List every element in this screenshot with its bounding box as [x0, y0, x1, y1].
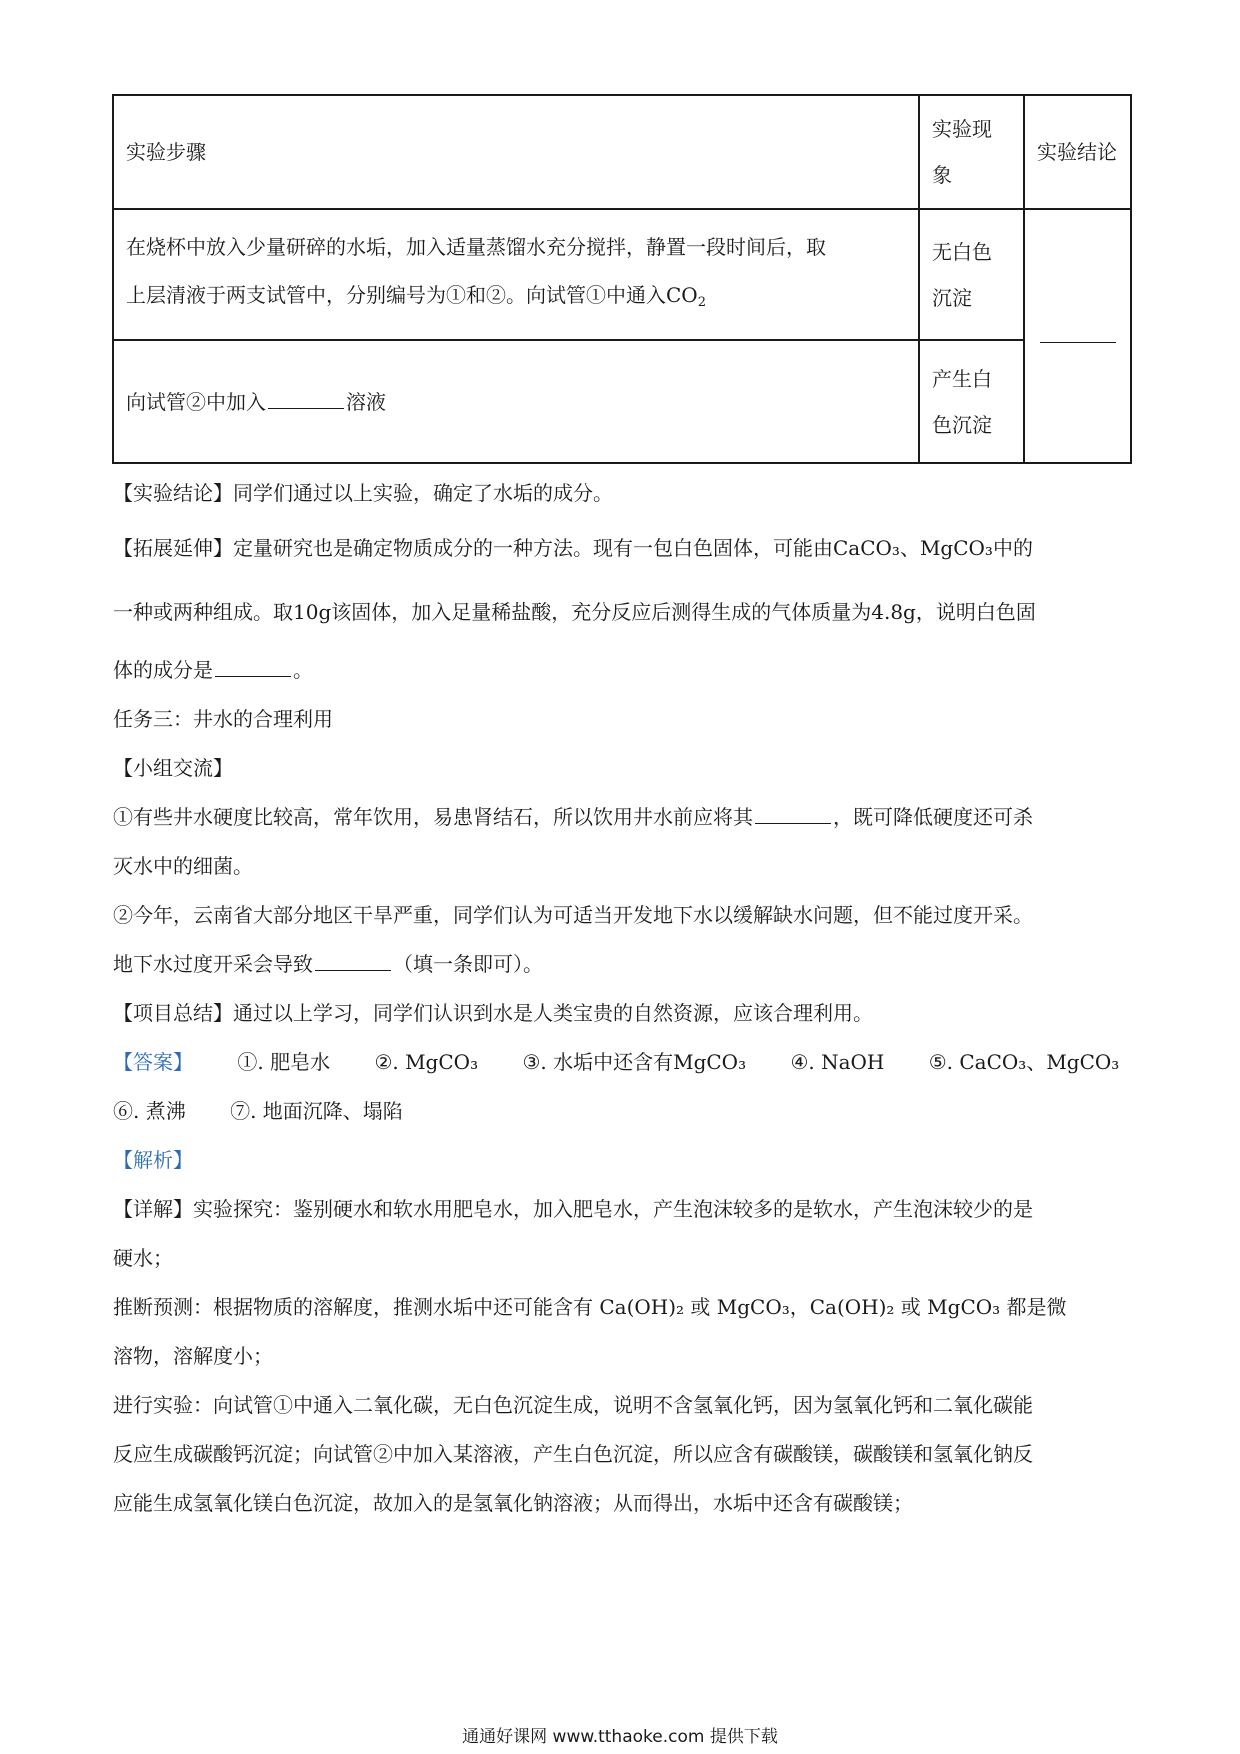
answer-item: ⑤. CaCO₃、MgCO₃ — [928, 1050, 1120, 1074]
row2-step-post: 溶液 — [346, 389, 386, 414]
item2-line2 — [113, 949, 1123, 979]
header-conclusion: 实验结论 — [1024, 95, 1131, 209]
extension-line3 — [113, 655, 1123, 685]
item1-line2: 灭水中的细菌。 — [113, 854, 253, 878]
summary-paragraph: 【项目总结】通过以上学习，同学们认识到水是人类宝贵的自然资源，应该合理利用。 — [113, 1001, 873, 1025]
row2-blank — [268, 388, 344, 409]
experiment-table — [112, 94, 1132, 464]
header-steps: 实验步骤 — [113, 95, 919, 209]
answer-item: ⑥. 煮沸 — [113, 1099, 186, 1123]
row2-phenomenon: 产生白色沉淀 — [919, 340, 1024, 463]
extension-blank — [215, 656, 291, 677]
extension-line1: 【拓展延伸】定量研究也是确定物质成分的一种方法。现有一包白色固体，可能由CaCO₃、MgCO₃中的 — [113, 536, 1033, 560]
item2-post: （填一条即可）。 — [393, 952, 543, 976]
row1-step — [113, 209, 919, 340]
row1-phenomenon: 无白色沉淀 — [919, 209, 1024, 340]
extension-line3-post: 。 — [293, 658, 313, 682]
answer-item: ④. NaOH — [790, 1050, 885, 1074]
conclusion-cell — [1024, 209, 1131, 463]
page-footer[interactable]: 通通好课网 www.tthaoke.com 提供下载 — [462, 1727, 778, 1747]
experiment-line1: 进行实验：向试管①中通入二氧化碳，无白色沉淀生成，说明不含氢氧化钙，因为氢氧化钙和二氧化碳能 — [113, 1393, 1033, 1417]
conclusion-paragraph: 【实验结论】同学们通过以上实验，确定了水垢的成分。 — [113, 481, 613, 505]
answer-item: ②. MgCO₃ — [374, 1050, 479, 1074]
answer-line1 — [113, 1047, 1123, 1077]
answer-item: ③. 水垢中还含有MgCO₃ — [522, 1050, 747, 1074]
group-heading: 【小组交流】 — [113, 756, 233, 780]
experiment-line3: 应能生成氢氧化镁白色沉淀，故加入的是氢氧化钠溶液；从而得出，水垢中还含有碳酸镁； — [113, 1491, 913, 1515]
item1-post: ，既可降低硬度还可杀 — [833, 805, 1033, 829]
predict-line1: 推断预测：根据物质的溶解度，推测水垢中还可能含有 Ca(OH)₂ 或 MgCO₃，Ca(OH)₂ 或 MgCO₃ 都是微 — [113, 1295, 1067, 1319]
item1-pre: ①有些井水硬度比较高，常年饮用，易患肾结石，所以饮用井水前应将其 — [113, 805, 753, 829]
item1-blank — [755, 803, 831, 824]
predict-line2: 溶物，溶解度小； — [113, 1344, 273, 1368]
conclusion-blank — [1040, 322, 1116, 343]
header-phenomenon: 实验现象 — [919, 95, 1024, 209]
row2-step-pre: 向试管②中加入 — [126, 389, 266, 414]
answer-label: 【答案】 — [113, 1050, 193, 1074]
analysis-label: 【解析】 — [113, 1148, 193, 1172]
answer-line2 — [113, 1096, 1123, 1126]
row1-step-line2: 上层清液于两支试管中，分别编号为①和②。向试管①中通入CO — [126, 282, 698, 307]
detail-line2: 硬水； — [113, 1246, 173, 1270]
item2-blank — [315, 950, 391, 971]
answer-item: ①. 肥皂水 — [237, 1050, 331, 1074]
experiment-line2: 反应生成碳酸钙沉淀；向试管②中加入某溶液，产生白色沉淀，所以应含有碳酸镁，碳酸镁和氢氧化钠反 — [113, 1442, 1033, 1466]
task3-heading: 任务三：井水的合理利用 — [113, 707, 333, 731]
row2-step — [113, 340, 919, 463]
answer-item: ⑦. 地面沉降、塌陷 — [230, 1099, 403, 1123]
row1-step-subscript: 2 — [697, 294, 706, 310]
extension-line3-pre: 体的成分是 — [113, 658, 213, 682]
row1-step-line1: 在烧杯中放入少量研碎的水垢，加入适量蒸馏水充分搅拌，静置一段时间后，取 — [126, 234, 826, 259]
item2-line1: ②今年，云南省大部分地区干旱严重，同学们认为可适当开发地下水以缓解缺水问题，但不能过度开采。 — [113, 903, 1033, 927]
item1-line1 — [113, 802, 1123, 832]
detail-line1: 【详解】实验探究：鉴别硬水和软水用肥皂水，加入肥皂水，产生泡沫较多的是软水，产生泡沫较少的是 — [113, 1197, 1033, 1221]
item2-pre: 地下水过度开采会导致 — [113, 952, 313, 976]
extension-line2: 一种或两种组成。取10g该固体，加入足量稀盐酸，充分反应后测得生成的气体质量为4.8g，说明白色固 — [113, 600, 1036, 624]
